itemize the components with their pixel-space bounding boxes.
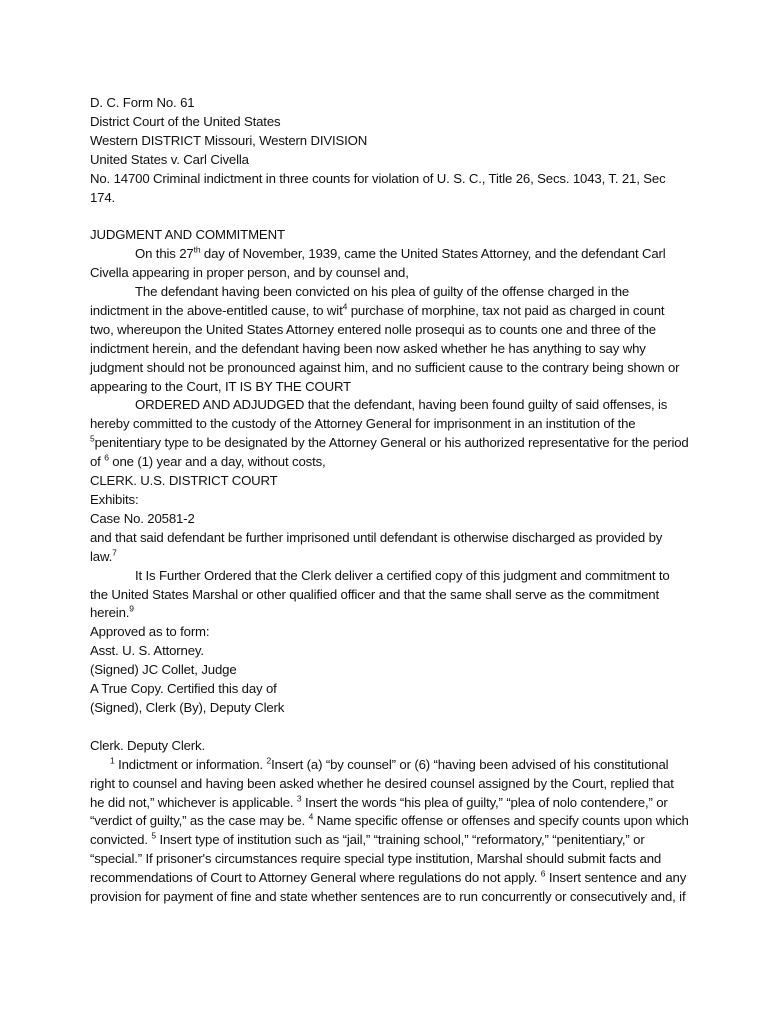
footnote-number: 6 — [540, 868, 546, 879]
spacer — [90, 718, 690, 737]
footnote-number: 2 — [266, 755, 272, 766]
footnote-marker: 4 — [342, 301, 348, 312]
court-name: District Court of the United States — [90, 113, 281, 129]
footnote-number: 3 — [296, 793, 302, 804]
further-ordered-text: It Is Further Ordered that the Clerk deliver a certified copy of this judgment and commitment to the United States Marshal or other qualified officer and that the same shall serve as the commitment herein. — [90, 567, 670, 621]
footnote-marker: 9 — [129, 604, 134, 615]
assistant-attorney-line: Asst. U. S. Attorney. — [90, 643, 204, 659]
paragraph-further-ordered — [90, 567, 690, 624]
indictment-line: No. 14700 Criminal indictment in three counts for violation of U. S. C., Title 26, Secs. 1043, T. 21, Sec 174. — [90, 170, 666, 205]
paragraph-ordered — [90, 396, 690, 472]
paragraph-imprisoned — [90, 529, 690, 567]
ordered-text-c: one (1) year and a day, without costs, — [108, 454, 326, 470]
district-line: Western DISTRICT Missouri, Western DIVISION — [90, 132, 368, 148]
appearance-text-a: On this 27 — [135, 246, 194, 262]
appearance-text-b: day of November, 1939, came the United States Attorney, and the defendant Carl Civella appearing in proper person, and by counsel and, — [90, 246, 666, 281]
footnote-marker: 5 — [90, 433, 95, 444]
judgment-heading: JUDGMENT AND COMMITMENT — [90, 227, 285, 243]
true-copy-line: A True Copy. Certified this day of — [90, 681, 277, 697]
footnote-number: 4 — [308, 812, 314, 823]
footnote-text: Insert sentence and any provision for payment of fine and state whether sentences are to run concurrently or consecutively and, if — [90, 870, 687, 905]
ordered-text-b: penitentiary type to be designated by the Attorney General or his authorized representative for the period of — [90, 435, 689, 470]
footnotes-paragraph — [90, 756, 690, 907]
conviction-text-a: The defendant having been convicted on his plea of guilty of the offense charged in the indictment in the above-entitled cause, to wit — [90, 284, 630, 318]
footnote-text: Indictment or information. — [114, 756, 267, 772]
ordered-text-a: ORDERED AND ADJUDGED that the defendant, having been found guilty of said offenses, is hereby committed to the custody of the Attorney General for imprisonment in an institution of the — [90, 397, 668, 432]
footnote-text: Name specific offense or offenses and specify counts upon which convicted. — [90, 813, 689, 848]
imprisoned-text: and that said defendant be further imprisoned until defendant is otherwise discharged as provided by law. — [90, 529, 663, 564]
footnote-marker: 6 — [104, 452, 109, 463]
case-number: Case No. 20581-2 — [90, 510, 195, 526]
paragraph-appearance — [90, 245, 690, 283]
footnote-number: 1 — [110, 755, 115, 766]
footnote-text: Insert type of institution such as “jail,” “training school,” “reformatory,” “penitentiary,” or “special.” If prisoner's circumstances require special type institution, Marshal should submit facts and recommendations of Court to Attorney General where regulations do not apply. — [90, 832, 662, 886]
clerk-deputy-line: Clerk. Deputy Clerk. — [90, 737, 205, 753]
footnote-marker: 7 — [112, 547, 117, 558]
footnote-number: 5 — [151, 830, 156, 841]
clerk-signature-line: (Signed), Clerk (By), Deputy Clerk — [90, 699, 285, 715]
form-number: D. C. Form No. 61 — [90, 95, 195, 110]
case-title: United States v. Carl Civella — [90, 151, 249, 167]
footnote-text: Insert the words “his plea of guilty,” “plea of nolo contendere,” or “verdict of guilty,” as the case may be. — [90, 794, 668, 829]
document-body — [90, 94, 690, 907]
footnote-marker: th — [193, 244, 201, 255]
judge-signature-line: (Signed) JC Collet, Judge — [90, 662, 237, 678]
paragraph-conviction — [90, 283, 690, 396]
spacer — [90, 207, 690, 226]
exhibits-label: Exhibits: — [90, 492, 139, 508]
footnote-text: Insert (a) “by counsel” or (6) “having been advised of his constitutional right to counsel and having been asked whether he desired counsel assigned by the Court, replied that he did not,” whichever is applicable. — [90, 756, 674, 810]
clerk-court-line: CLERK. U.S. DISTRICT COURT — [90, 473, 278, 489]
approved-line: Approved as to form: — [90, 624, 210, 640]
conviction-text-b: purchase of morphine, tax not paid as charged in count two, whereupon the United States Attorney entered nolle prosequi as to counts one and three of the indictment herein, and the defendant having been now asked whether he has anything to say why judgment should not be pronounced against him, and no sufficient cause to the contrary being shown or appearing to the Court, IT IS BY THE COURT — [90, 302, 680, 394]
